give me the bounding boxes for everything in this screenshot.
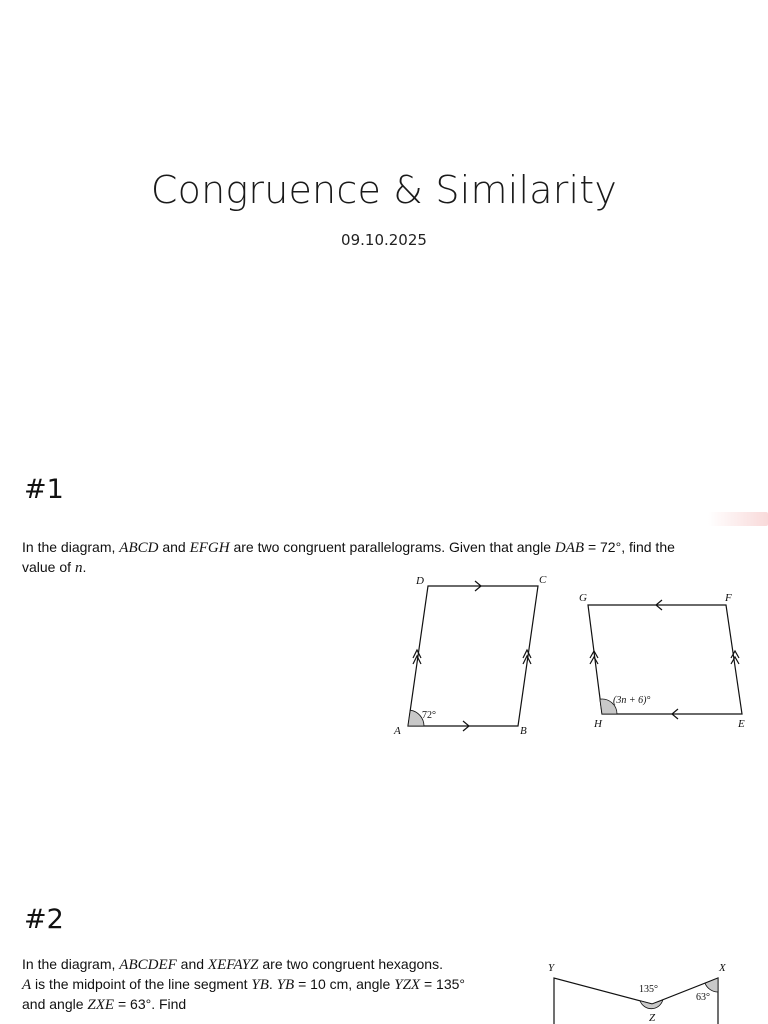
label-c: C [539,574,547,586]
q2-math: XEFAYZ [207,957,259,973]
label-x: X [719,962,726,974]
q2-math: YZX [394,977,421,993]
q2-text-part: is the midpoint of the line segment [31,976,252,992]
q2-text-part: . [268,976,277,992]
q1-text-part: . [82,559,87,575]
q2-text-part: = 63°. Find [114,996,187,1012]
angle-x-label: 63° [696,992,710,1003]
q2-math: ABCDEF [119,957,177,973]
label-f: F [725,592,732,604]
question-1-number: #1 [24,474,64,505]
label-z: Z [649,1012,656,1024]
q2-text-part: = 135° [420,976,466,992]
q2-text-part: and angle [22,996,88,1012]
q1-text-part: are two congruent parallelograms. Given that angle [229,539,555,555]
q2-text-part: and [176,956,208,972]
q2-math: YB [276,977,295,993]
label-e: E [738,718,745,730]
label-h: H [594,718,602,730]
question-2-number: #2 [24,904,64,935]
q2-text-part: In the diagram, [22,956,120,972]
hexagon-figure [540,958,760,1024]
highlight-decoration [708,512,768,526]
label-a: A [394,725,401,737]
q2-text-part: = 10 cm, angle [294,976,395,992]
parallelograms-figure [380,568,760,748]
label-y: Y [548,962,555,974]
q1-math: n [74,560,83,576]
label-d: D [416,575,424,587]
hexagon-edges [554,978,718,1024]
angle-z-label: 135° [639,984,658,995]
q2-math: A [22,977,32,993]
angle-z-marker [640,1000,663,1009]
q2-math: YB [251,977,269,993]
angle-h-label: (3n + 6)° [613,695,651,706]
slide-date: 09.10.2025 [341,231,427,249]
q1-math: EFGH [189,540,230,556]
parallelogram-efgh [588,605,742,714]
q1-text-part: and [158,539,190,555]
slide-title: Congruence & Similarity [150,168,618,212]
label-b: B [520,725,527,737]
q1-text-part: In the diagram, [22,539,120,555]
q1-text-part: = 72°, find the [584,539,675,555]
question-2-text [22,955,522,1015]
q1-text-part: value of [22,559,75,575]
q2-math: ZXE [87,997,115,1013]
q1-math: DAB [554,540,585,556]
q1-math: ABCD [119,540,159,556]
label-g: G [579,592,587,604]
q2-text-part: are two congruent hexagons. [258,956,443,972]
angle-dab-label: 72° [422,710,436,721]
parallelogram-abcd [408,586,538,726]
